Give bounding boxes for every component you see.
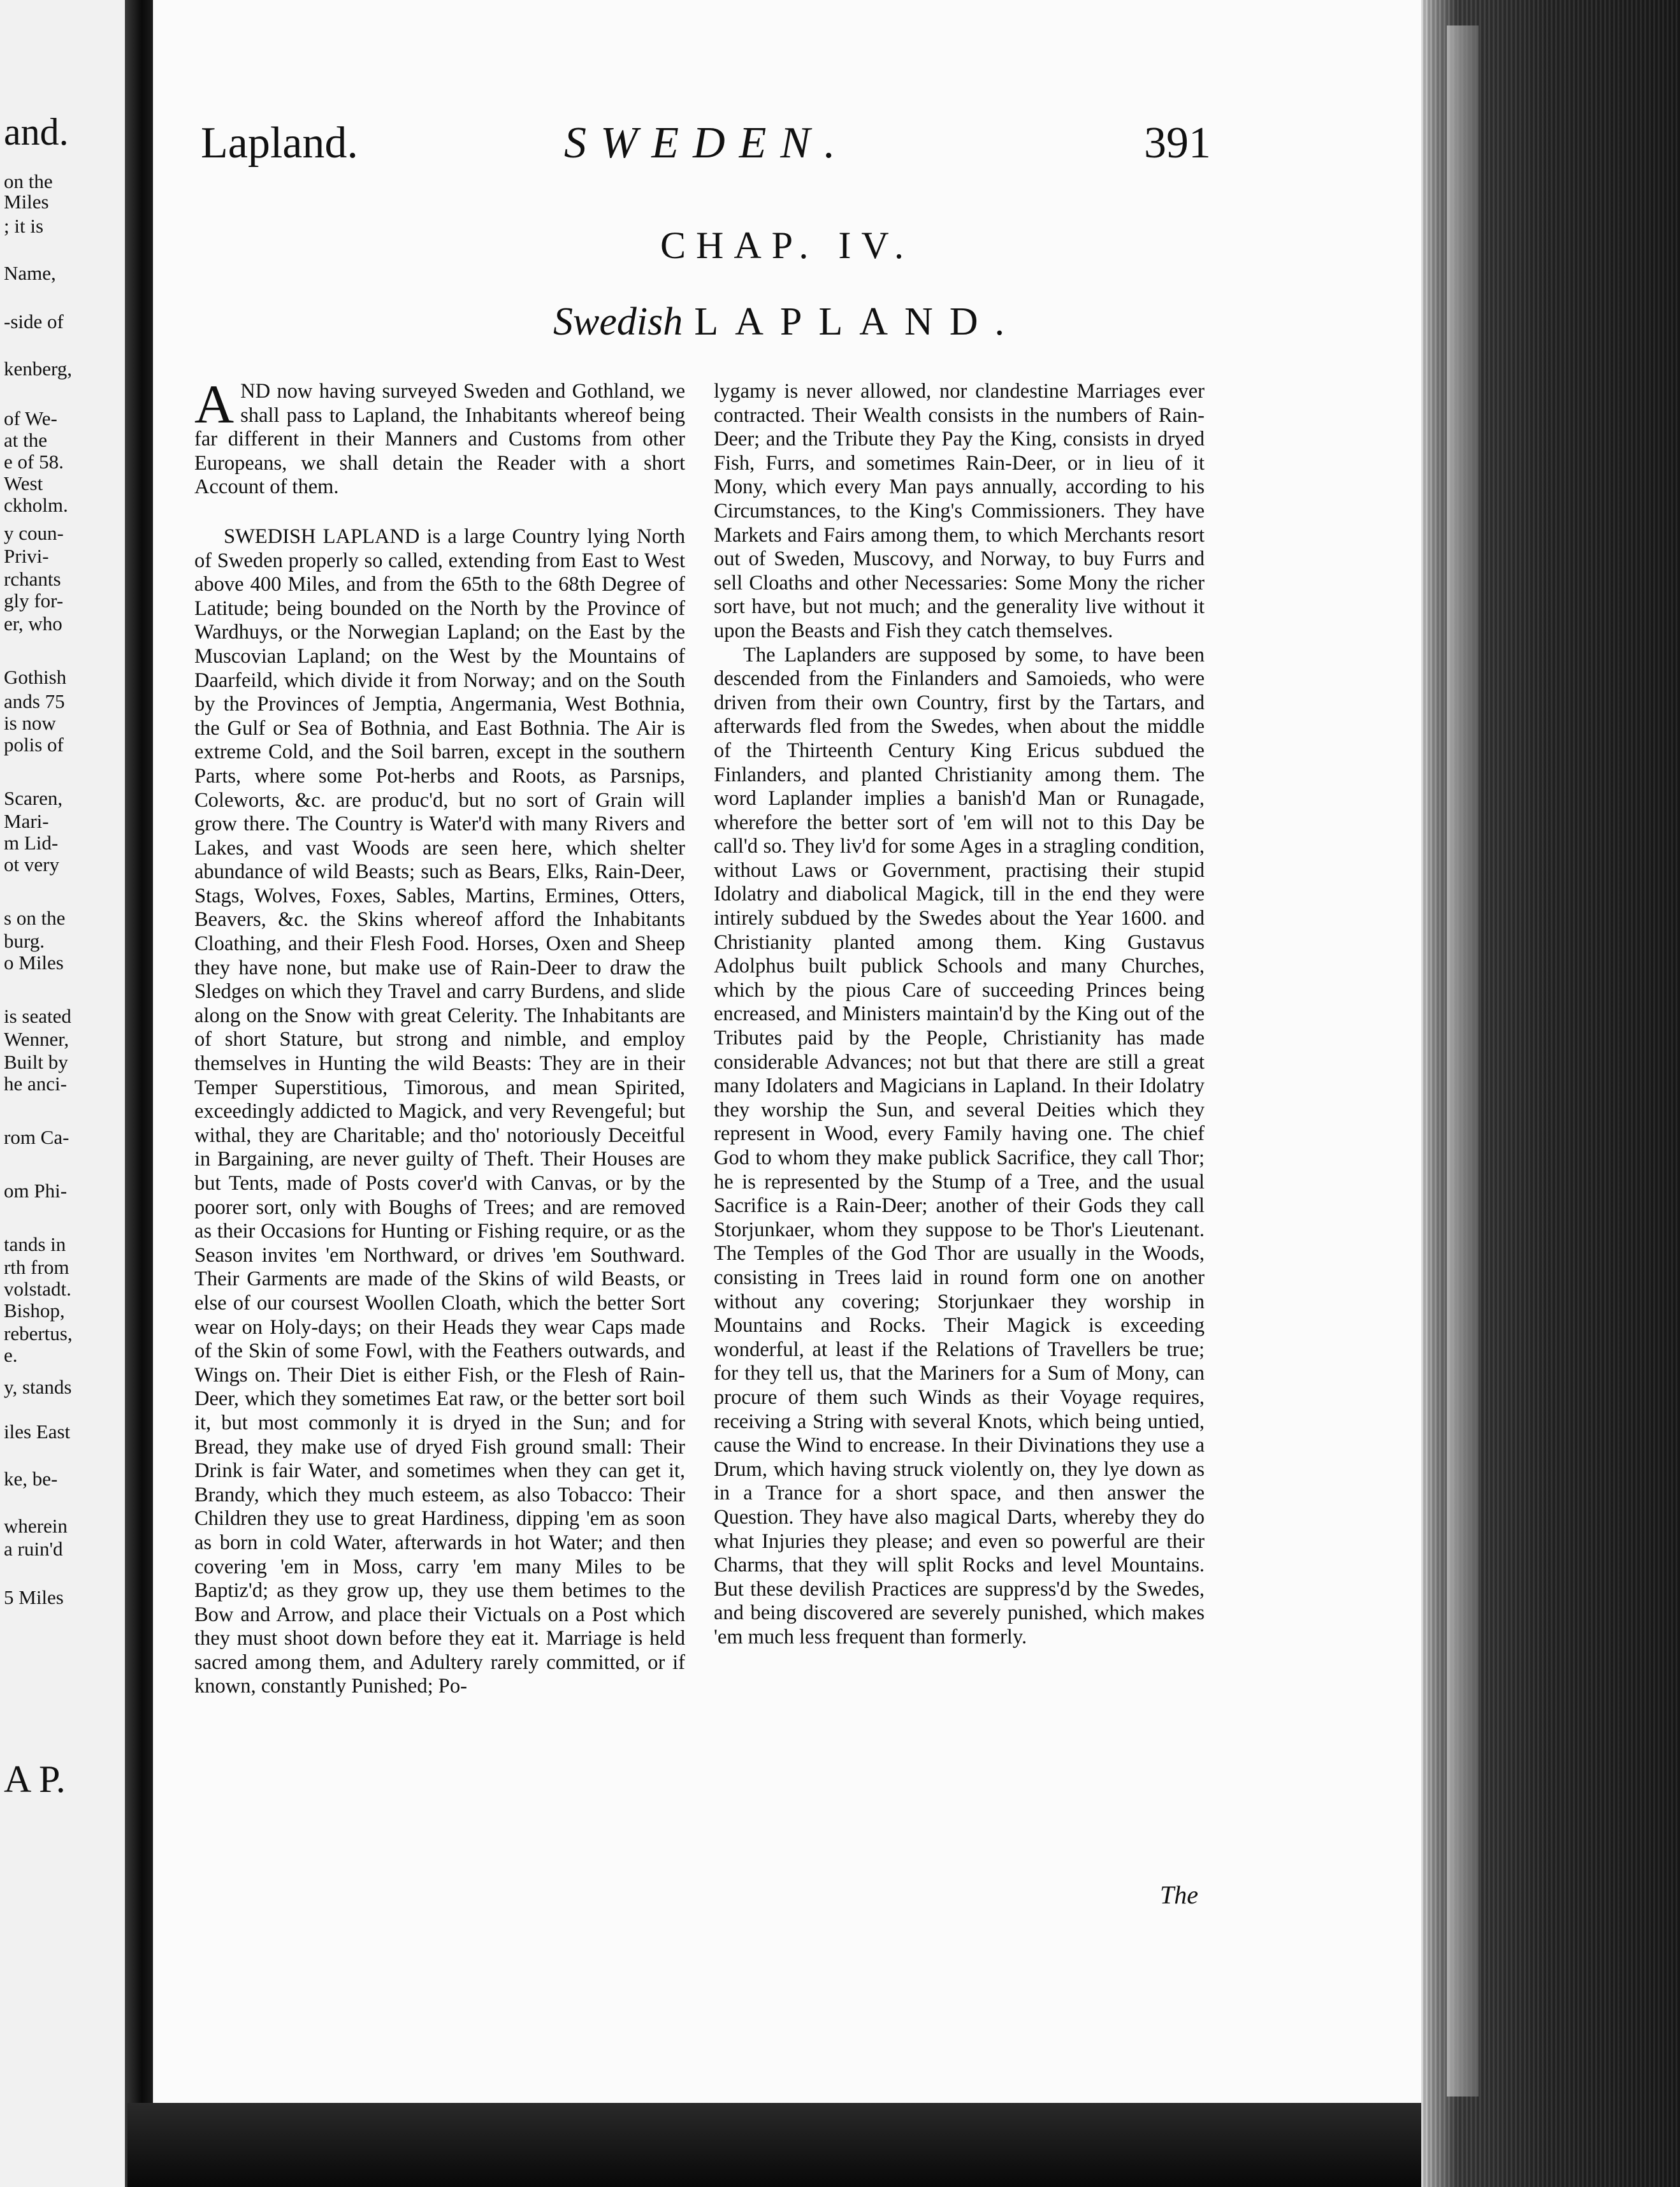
facing-page-fragment: is now bbox=[4, 712, 56, 734]
facing-page-fragment: Bishop, bbox=[4, 1299, 65, 1322]
country-heading: SWEDEN. bbox=[564, 119, 850, 168]
right-column bbox=[714, 380, 1205, 1649]
intro-text: ND now having surveyed Sweden and Gothland, we shall pass to Lapland, the Inhabitants whereof being far different in their Manners and Customs from other Europeans, we shall detain the Reader with a short Account of them. bbox=[194, 380, 685, 499]
facing-page-fragment: ; it is bbox=[4, 215, 44, 237]
facing-page-fragment: o Miles bbox=[4, 951, 64, 974]
facing-page-fragment: Gothish bbox=[4, 666, 67, 688]
facing-page-fragment: Miles bbox=[4, 191, 49, 213]
facing-page bbox=[0, 0, 127, 2187]
facing-page-fragment: Wenner, bbox=[4, 1028, 69, 1050]
facing-page-fragment: 5 Miles bbox=[4, 1586, 64, 1608]
facing-page-fragment: West bbox=[4, 472, 43, 494]
facing-page-fragment: y coun- bbox=[4, 522, 64, 544]
paragraph-2: The Laplanders are supposed by some, to have been descended from the Finlanders and Samoieds, who were driven from their own Country, first by the Tartars, and afterwards fled from the Swedes, when about the middle of the Thirteenth Century King Ericus subdued the Finlanders, and planted Christianity among them. The word Laplander implies a banish'd Man or Runagade, wherefore the better sort of 'em will not to this Day be call'd so. They liv'd for some Ages in a stragling condition, without Laws or Government, practising their stupid Idolatry and diabolical Magick, till in the end they were intirely subdued by the Swedes about the Year 1600. and Christianity planted among them. King Gustavus Adolphus built publick Schools and many Churches, which by the pious Care of succeeding Princes being encreased, and Ministers maintain'd by the King out of the Tributes paid by the People, Christianity has made considerable Advances; not but that there are still a great many Idolaters and Magicians in Lapland. In their Idolatry they worship the Sun, and several Deities which they represent in Wood, every Family having one. The chief God to whom they make publick Sacrifice, they call Thor; he is represented by the Stump of a Tree, and the usual Sacrifice is a Rain-Deer; another of their Gods they call Storjunkaer, whom they suppose to be Thor's Lieutenant. The Temples of the God Thor are usually in the Woods, consisting in Trees laid in round form one on another without any covering; Storjunkaer they worship in Mountains and Rocks. Their Magick is exceeding wonderful, at least if the Relations of Travellers be true; for they tell us, that the Mariners for a Sum of Mony, can procure of them such Winds as their Voyage requires, receiving a String with several Knots, which being untied, cause the Wind to encrease. In their Divinations they use a Drum, which having struck violently on, they lye down as in a Trance for a short space, and then answer the Question. They have also magical Darts, whereby they do what Injuries they please; and even so powerful are their Charms, that they will split Rocks and level Mountains. But these devilish Practices are suppress'd by the Swedes, and being discovered are severely punished, which makes 'em much less frequent than formerly. bbox=[714, 643, 1205, 1649]
book-gutter bbox=[125, 0, 153, 2187]
facing-page-fragment: rth from bbox=[4, 1256, 69, 1278]
facing-page-fragment: Name, bbox=[4, 262, 56, 284]
page-number: 391 bbox=[1144, 119, 1211, 168]
facing-page-fragment: he anci- bbox=[4, 1072, 67, 1095]
facing-page-fragment: a ruin'd bbox=[4, 1538, 63, 1560]
catchword: The bbox=[1160, 1880, 1198, 1909]
paragraph-1: lygamy is never allowed, nor clandestine Marriages ever contracted. Their Wealth consists in the numbers of Rain-Deer; and the Tribute they Pay the King, consists in dryed Fish, Furrs, and sometimes Rain-Deer, or in lieu of it Mony, which every Man pays annually, according to his Circumstances, to the King's Commissioners. They have Markets and Fairs among them, to which Merchants resort out of Sweden, Muscovy, and Norway, to buy Furrs and sell Cloaths and other Necessaries: Some Mony the richer sort have, but not much; and the generality live without it upon the Beasts and Fish they catch themselves. bbox=[714, 380, 1205, 642]
facing-page-fragment: ands 75 bbox=[4, 690, 65, 712]
section-title bbox=[153, 300, 1421, 344]
facing-page-fragment: at the bbox=[4, 429, 47, 451]
facing-page-fragment: ke, be- bbox=[4, 1468, 58, 1490]
facing-page-fragment: Built by bbox=[4, 1051, 68, 1073]
facing-page-fragment: m Lid- bbox=[4, 832, 59, 854]
facing-page-fragment: e. bbox=[4, 1344, 18, 1366]
drop-cap: A bbox=[194, 373, 235, 435]
facing-page-fragment: tands in bbox=[4, 1233, 66, 1255]
facing-page-fragment: ot very bbox=[4, 853, 59, 876]
facing-page-fragment: on the bbox=[4, 170, 53, 192]
book-edge bbox=[1421, 0, 1680, 2187]
left-column bbox=[194, 373, 685, 1699]
running-head: Lapland. bbox=[201, 119, 358, 168]
facing-page-fragment: om Phi- bbox=[4, 1180, 68, 1202]
facing-page-fragment: iles East bbox=[4, 1420, 71, 1443]
facing-page-fragment: is seated bbox=[4, 1005, 71, 1027]
facing-page-fragment: y, stands bbox=[4, 1376, 72, 1398]
chapter-title: CHAP. IV. bbox=[660, 224, 914, 266]
facing-page-fragment: Scaren, bbox=[4, 787, 63, 809]
body-paragraph: SWEDISH LAPLAND is a large Country lying North of Sweden properly so called, extending from East to West above 400 Miles, and from the 65th to the 68th Degree of Latitude; being bounded on the North by the Province of Wardhuys, or the Norwegian Lapland; on the East by the Muscovian Lapland; on the West by the Mountains of Daarfeild, which divide it from Norway; and on the South by the Provinces of Jemptia, Angermania, West Bothnia, the Gulf or Sea of Bothnia, and East Bothnia. The Air is extreme Cold, and the Soil barren, except in the southern Parts, where some Pot-herbs and Roots, as Parsnips, Coleworts, &c. are produc'd, but no sort of Grain will grow there. The Country is Water'd with many Rivers and Lakes, and vast Woods are seen here, which shelter abundance of wild Beasts; such as Bears, Elks, Rain-Deer, Stags, Wolves, Foxes, Sables, Martins, Ermines, Otters, Beavers, &c. the Skins whereof afford the Inhabitants Cloathing, and their Flesh Food. Horses, Oxen and Sheep they have none, but make use of Rain-Deer to draw the Sledges on which they Travel and carry Burdens, and slide along on the Snow with great Celerity. The Inhabitants are of short Stature, but strong and nimble, and employ themselves in Hunting the wild Beasts: They are in their Temper Superstitious, Timorous, and mean Spirited, exceedingly addicted to Magick, and very Revengeful; but withal, they are Charitable; and tho' notoriously Deceitful in Bargaining, are never guilty of Theft. Their Houses are but Tents, made of Posts cover'd with Canvas, or by the poorer sort, only with Boughs of Trees; and are removed as their Occasions for Hunting or Fishing require, or as the Season invites 'em Northward, or drives 'em Southward. Their Garments are made of the Skins of wild Beasts, or else of our coursest Woollen Cloath, which the better Sort wear on Holy-days; on their Heads they wear Caps made of the Skin of some Fowl, with the Feathers outwards, and Wings on. Their Diet is either Fish, or the Flesh of Rain-Deer, which they sometimes Eat raw, or the better sort boil it, but most commonly it is dryed in the Sun; and for Bread, they make use of dryed Fish ground small: Their Drink is fair Water, and sometimes when they can get it, Brandy, which they much esteem, as also Tobacco: Their Children they use to great Hardiness, dipping 'em as soon as born in cold Water, afterwards in hot Water; and then covering 'em in Moss, carry 'em many Miles to be Baptiz'd; as they grow up, they use them betimes to the Bow and Arrow, and place their Victuals on a Post which they must shoot down before they eat it. Marriage is held sacred among them, and Adultery rarely committed, or if known, constantly Punished; Po- bbox=[194, 524, 685, 1698]
facing-page-fragment: rebertus, bbox=[4, 1322, 73, 1345]
intro-paragraph bbox=[194, 373, 685, 500]
facing-page-fragment: e of 58. bbox=[4, 451, 64, 473]
facing-page-fragment: burg. bbox=[4, 930, 45, 952]
facing-page-fragment: rchants bbox=[4, 568, 61, 590]
facing-page-fragment: and. bbox=[4, 111, 69, 153]
facing-page-fragment: gly for- bbox=[4, 589, 64, 612]
page-shadow bbox=[127, 2103, 1421, 2187]
facing-page-fragment: of We- bbox=[4, 407, 57, 429]
facing-page-fragment: ckholm. bbox=[4, 494, 68, 516]
facing-page-fragment: wherein bbox=[4, 1515, 68, 1537]
section-title-prefix: Swedish bbox=[553, 300, 683, 343]
facing-page-fragment: polis of bbox=[4, 733, 64, 756]
facing-page-fragment: kenberg, bbox=[4, 357, 73, 380]
facing-page-fragment: -side of bbox=[4, 310, 64, 333]
facing-page-fragment: volstadt. bbox=[4, 1278, 71, 1300]
section-title-main: LAPLAND. bbox=[694, 300, 1022, 343]
facing-page-fragment: s on the bbox=[4, 907, 66, 929]
facing-page-fragment: rom Ca- bbox=[4, 1126, 69, 1148]
facing-page-fragment: A P. bbox=[4, 1758, 66, 1800]
facing-page-fragment: Mari- bbox=[4, 810, 49, 832]
facing-page-fragment: er, who bbox=[4, 612, 62, 635]
facing-page-fragment: Privi- bbox=[4, 545, 49, 567]
